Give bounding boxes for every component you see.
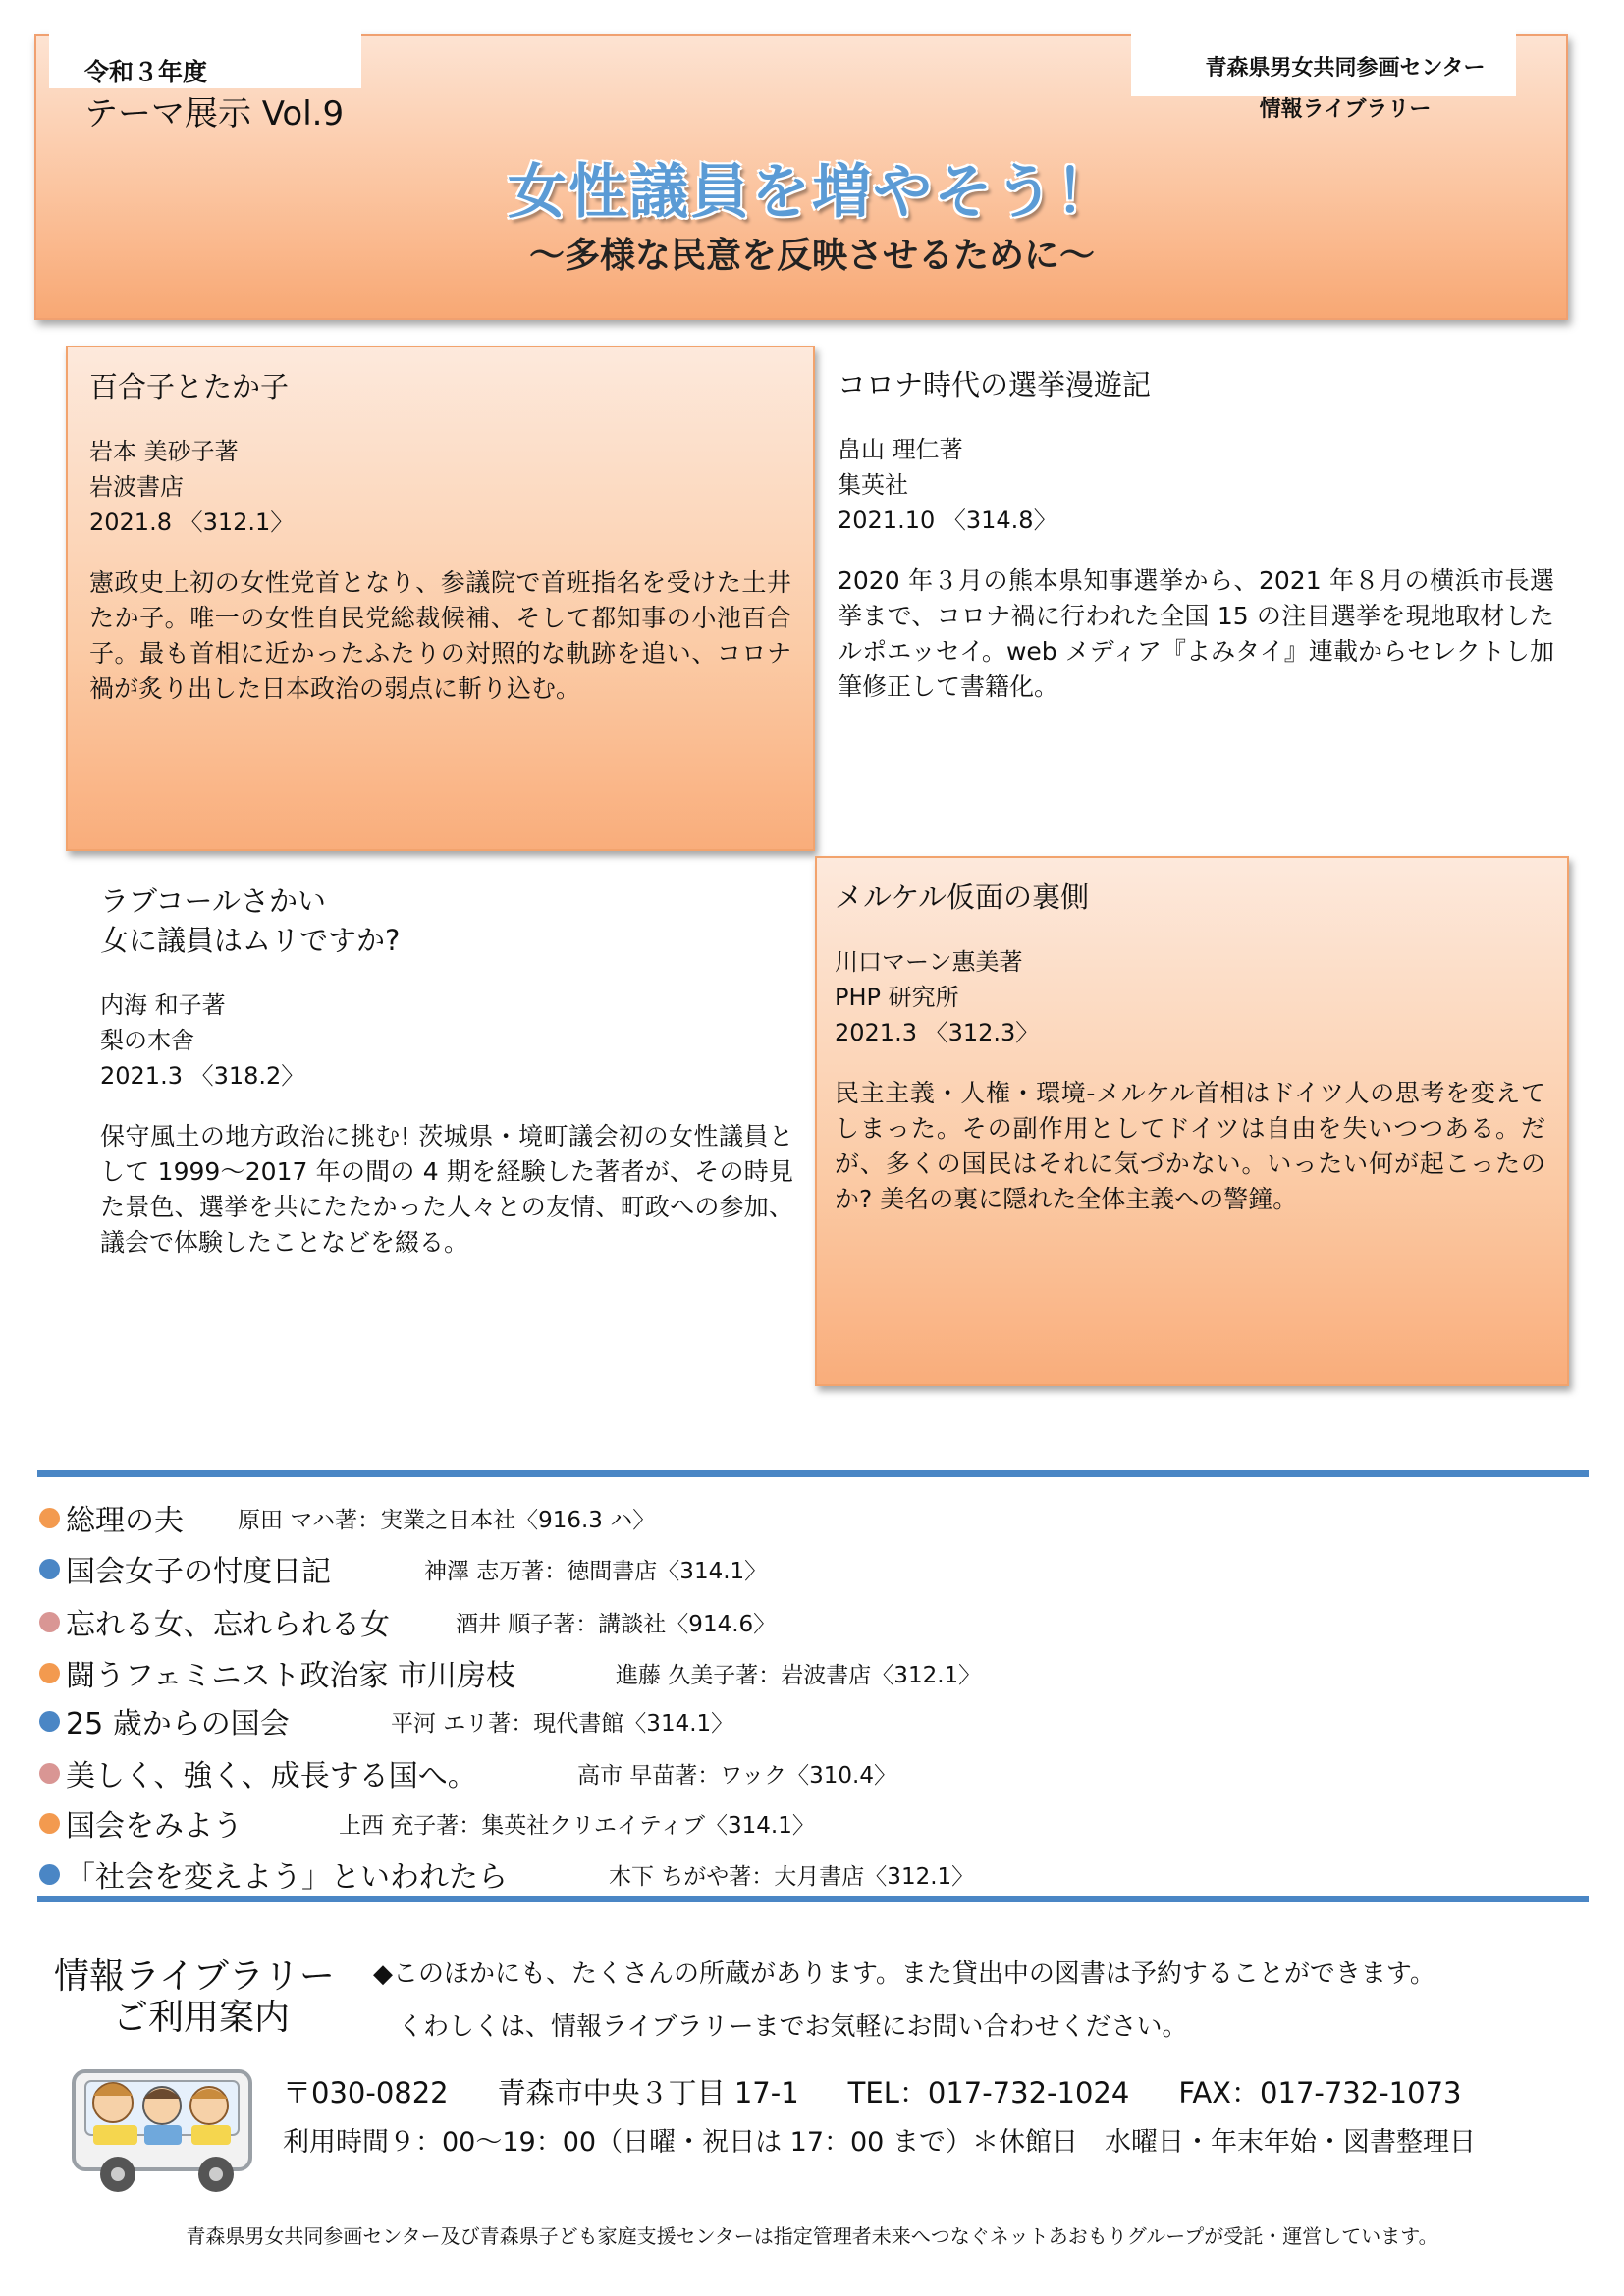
bullet-dot-icon (39, 1864, 60, 1885)
bullet-dot-icon (39, 1559, 60, 1579)
org-name: 青森県男女共同参画センター (1205, 56, 1486, 80)
book-publisher: 集英社 (838, 471, 908, 499)
book-publisher: 岩波書店 (89, 473, 184, 501)
list-book-title: 「社会を変えよう」といわれたら (66, 1860, 508, 1895)
exhibit-volume: テーマ展示 Vol.9 (84, 94, 345, 133)
list-item (39, 1648, 982, 1697)
bullet-dot-icon (39, 1763, 60, 1784)
list-book-title: 総理の夫 (66, 1504, 184, 1538)
library-guide-subtitle: ご利用案内 (113, 1998, 291, 2038)
contact-info (283, 2071, 1461, 2111)
book-date-code: 2021.8 〈312.1〉 (89, 508, 295, 536)
list-book-info: 上西 充子著：集英社クリエイティブ〈314.1〉 (339, 1812, 815, 1839)
page-subtitle: ～多様な民意を反映させるために～ (528, 236, 1095, 276)
book-title: メルケル仮面の裏側 (835, 881, 1089, 914)
book-card (815, 856, 1569, 1386)
list-book-info: 平河 エリ著：現代書館〈314.1〉 (391, 1710, 734, 1736)
book-author: 岩本 美砂子著 (89, 438, 239, 465)
book-date-code: 2021.10 〈314.8〉 (838, 507, 1057, 534)
list-book-title: 忘れる女、忘れられる女 (66, 1608, 390, 1642)
book-title: ラブコールさかい 女に議員はムリですか? (100, 884, 401, 957)
list-book-info: 神澤 志万著：徳間書店〈314.1〉 (424, 1558, 768, 1584)
book-author: 内海 和子著 (100, 991, 226, 1019)
list-item (39, 1798, 815, 1847)
bullet-dot-icon (39, 1612, 60, 1632)
list-book-title: 闘うフェミニスト政治家 市川房枝 (66, 1659, 516, 1693)
book-publisher: 梨の木舎 (100, 1027, 194, 1054)
list-book-info: 高市 早苗著：ワック〈310.4〉 (577, 1762, 897, 1789)
book-author: 畠山 理仁著 (838, 436, 963, 463)
book-card (820, 346, 1576, 738)
list-book-title: 国会女子の忖度日記 (66, 1555, 331, 1589)
list-book-title: 国会をみよう (66, 1809, 243, 1843)
fiscal-year: 令和３年度 (84, 58, 208, 86)
book-description: 憲政史上初の女性党首となり、参議院で首班指名を受けた土井たか子。唯一の女性自民党総裁候補、そして都知事の小池百合子。最も首相に近かったふたりの対照的な軌跡を追い、コロナ禍が炙り出した日本政治の弱点に斬り込む。 (89, 568, 791, 703)
library-guide-title: 情報ライブラリー (54, 1956, 335, 1997)
collection-note: ◆このほかにも、たくさんの所蔵があります。また貸出中の図書は予約することができます。 (373, 1959, 1435, 1989)
fax: FAX：017-732-1073 (1178, 2076, 1462, 2109)
bullet-dot-icon (39, 1813, 60, 1834)
book-title: 百合子とたか子 (89, 370, 290, 403)
book-card (79, 862, 815, 1313)
list-item (39, 1849, 975, 1898)
bullet-dot-icon (39, 1711, 60, 1732)
inquiry-note: くわしくは、情報ライブラリーまでお気軽にお問い合わせください。 (398, 2012, 1188, 2042)
divider (37, 1896, 1589, 1902)
library-car-icon (64, 2032, 275, 2204)
page-title: 女性議員を増やそう！ (508, 158, 1116, 227)
book-title: コロナ時代の選挙漫遊記 (838, 368, 1152, 401)
list-book-info: 木下 ちがや著：大月書店〈312.1〉 (609, 1863, 975, 1890)
book-description: 2020 年３月の熊本県知事選挙から、2021 年８月の横浜市長選挙まで、コロナ禍に行われた全国 15 の注目選挙を現地取材したルポエッセイ。web メディア『よみタイ』連載からセレクトし加筆修正して書籍化。 (838, 566, 1554, 701)
list-item (39, 1597, 777, 1646)
org-library: 情報ライブラリー (1259, 97, 1432, 122)
list-item (39, 1544, 768, 1593)
postal-code: 〒030-0822 (283, 2076, 449, 2109)
book-date-code: 2021.3 〈318.2〉 (100, 1062, 305, 1090)
list-book-info: 進藤 久美子著：岩波書店〈312.1〉 (616, 1662, 982, 1688)
bullet-dot-icon (39, 1508, 60, 1528)
list-item (39, 1493, 656, 1542)
book-description: 民主主義・人権・環境-メルケル首相はドイツ人の思考を変えてしまった。その副作用としてドイツは自由を失いつつある。だが、多くの国民はそれに気づかない。いったい何が起こったのか? 美名の裏に隠れた全体主義への警鐘。 (835, 1079, 1545, 1213)
list-book-title: 美しく、強く、成長する国へ。 (66, 1759, 477, 1793)
list-book-info: 原田 マハ著：実業之日本社〈916.3 ハ〉 (238, 1507, 656, 1533)
book-card (66, 346, 815, 851)
book-description: 保守風土の地方政治に挑む! 茨城県・境町議会初の女性議員として 1999～2017 年の間の 4 期を経験した著者が、その時見た景色、選挙を共にたたかった人々との友情、町政への参加、議会で体験したことなどを綴る。 (100, 1122, 793, 1256)
management-footnote: 青森県男女共同参画センター及び青森県子ども家庭支援センターは指定管理者未来へつなぐネットあおもりグループが受託・運営しています。 (186, 2224, 1438, 2248)
address: 青森市中央３丁目 17-1 (497, 2076, 799, 2109)
telephone: TEL：017-732-1024 (847, 2076, 1130, 2109)
book-date-code: 2021.3 〈312.3〉 (835, 1019, 1040, 1046)
book-publisher: PHP 研究所 (835, 984, 959, 1011)
list-book-info: 酒井 順子著：講談社〈914.6〉 (456, 1611, 777, 1637)
bullet-dot-icon (39, 1663, 60, 1683)
opening-hours: 利用時間９：00～19：00（日曜・祝日は 17：00 まで）＊休館日 水曜日・年末年始・図書整理日 (283, 2127, 1476, 2158)
list-book-title: 25 歳からの国会 (66, 1707, 290, 1741)
list-item (39, 1748, 897, 1797)
list-item (39, 1696, 734, 1745)
book-author: 川口マーン惠美著 (835, 948, 1023, 976)
divider (37, 1470, 1589, 1477)
